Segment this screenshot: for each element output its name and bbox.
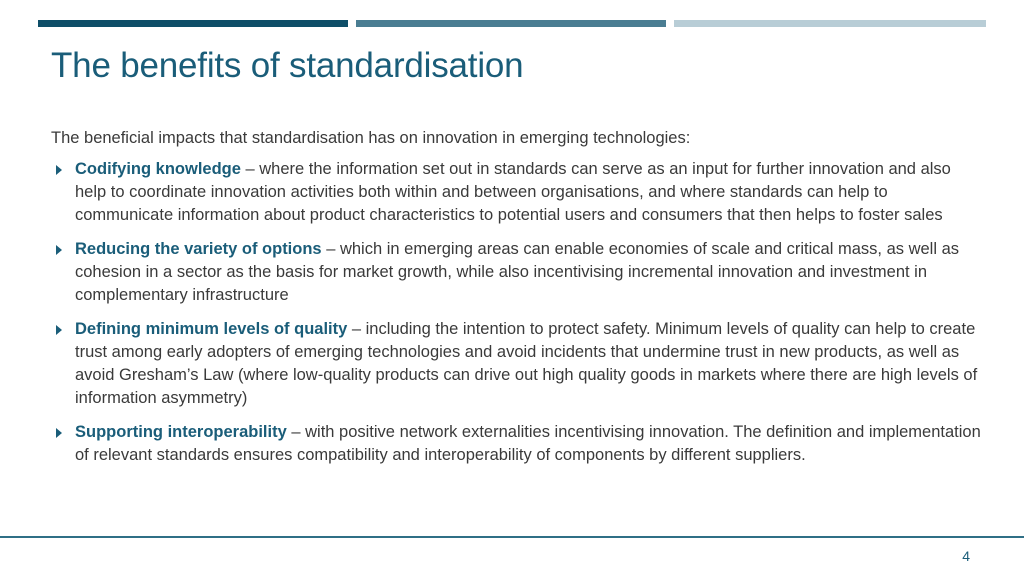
header-bar-light xyxy=(674,20,986,27)
slide-title: The benefits of standardisation xyxy=(51,46,524,85)
bullet-term: Defining minimum levels of quality xyxy=(75,320,348,338)
header-bar-dark xyxy=(38,20,348,27)
list-item-codifying-knowledge xyxy=(51,158,981,227)
footer-divider xyxy=(0,536,1024,538)
bullet-text: – where the information set out in standards can serve as an input for further innovation and also help to coordinate innovation activities both within and between organisations, and where standards can help to communicate information about product characteristics to potential users and consumers that then helps to foster sales xyxy=(75,160,951,224)
intro-text: The beneficial impacts that standardisation has on innovation in emerging technologies: xyxy=(51,129,691,147)
list-item-interoperability xyxy=(51,421,981,467)
bullet-text: – with positive network externalities incentivising innovation. The definition and implementation of relevant standards ensures compatibility and interoperability of components by different suppliers. xyxy=(75,423,981,464)
bullet-term: Supporting interoperability xyxy=(75,423,287,441)
triangle-bullet-icon xyxy=(56,325,62,335)
bullet-term: Reducing the variety of options xyxy=(75,240,322,258)
triangle-bullet-icon xyxy=(56,165,62,175)
bullet-text: – including the intention to protect safety. Minimum levels of quality can help to create trust among early adopters of emerging technologies and avoid incidents that undermine trust in new products, as well as avoid Gresham’s Law (where low-quality products can drive out high quality goods in markets where there are high levels of information asymmetry) xyxy=(75,320,978,407)
header-bar-mid xyxy=(356,20,666,27)
list-item-minimum-quality xyxy=(51,318,981,410)
triangle-bullet-icon xyxy=(56,245,62,255)
bullet-term: Codifying knowledge xyxy=(75,160,241,178)
triangle-bullet-icon xyxy=(56,428,62,438)
benefits-list xyxy=(51,158,981,478)
list-item-reducing-variety xyxy=(51,238,981,307)
page-number: 4 xyxy=(962,548,970,564)
bullet-text: – which in emerging areas can enable economies of scale and critical mass, as well as cohesion in a sector as the basis for market growth, while also incentivising incremental innovation and investment in complementary infrastructure xyxy=(75,240,960,304)
